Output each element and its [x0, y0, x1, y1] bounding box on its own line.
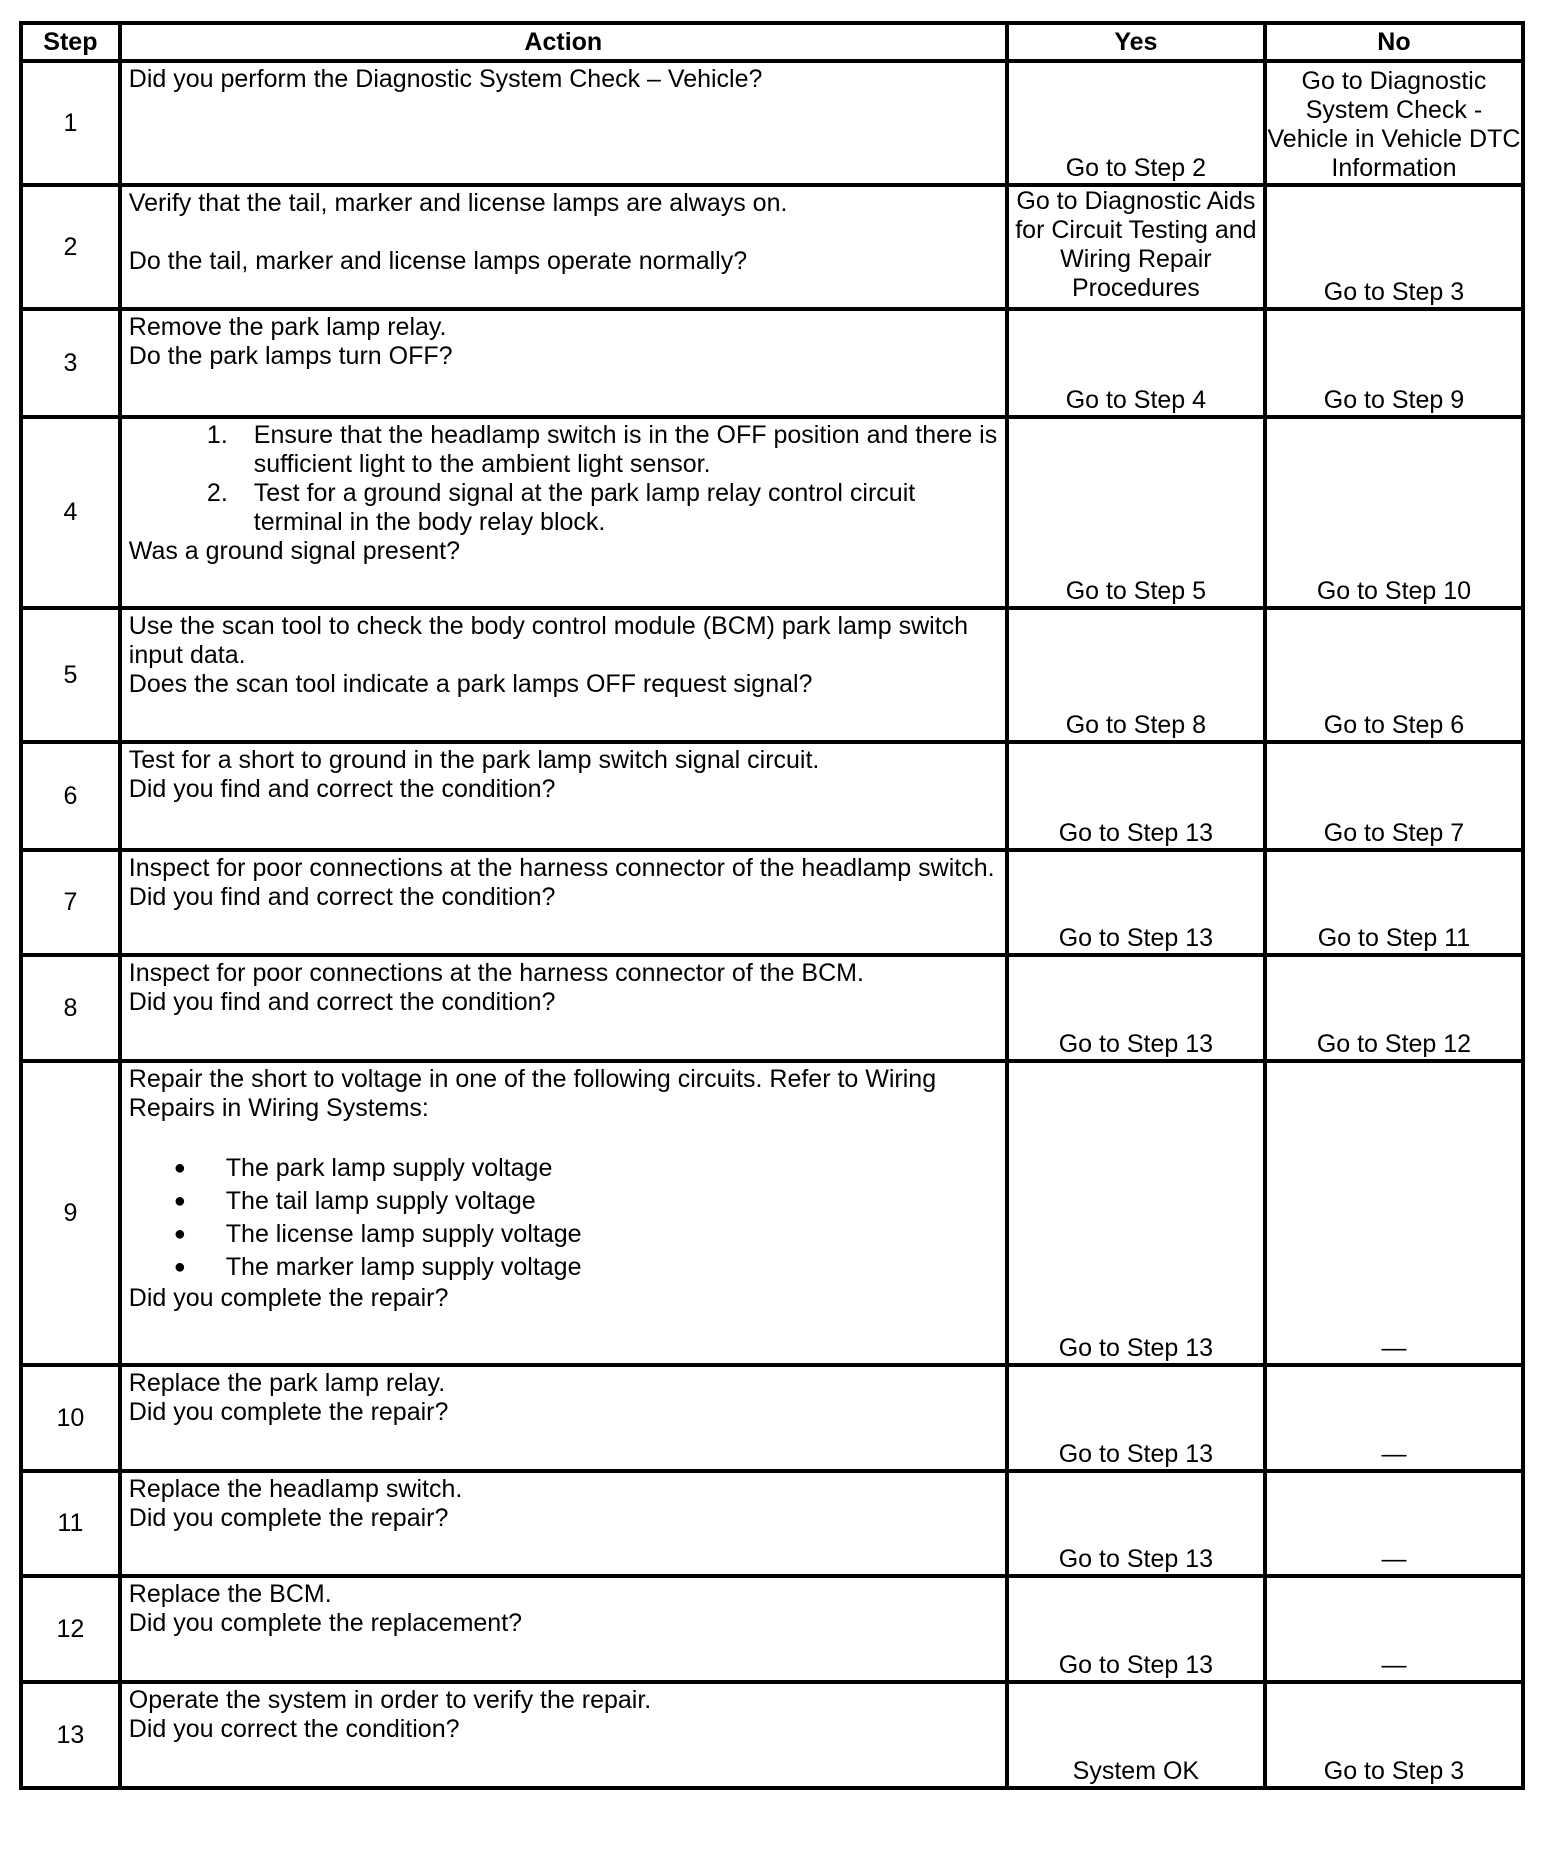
list-item [129, 1185, 999, 1218]
question-text: Did you find and correct the condition? [128, 988, 556, 1016]
table-row [21, 1576, 1523, 1682]
list-item-text: The marker lamp supply voltage [225, 1253, 582, 1281]
no-result: — [1265, 1576, 1523, 1682]
no-result: — [1265, 1365, 1523, 1471]
action-cell [120, 1471, 1007, 1576]
action-text: Replace the headlamp switch. [128, 1475, 463, 1503]
question-text: Did you find and correct the condition? [128, 883, 556, 911]
action-cell [120, 185, 1007, 309]
action-cell [120, 850, 1007, 955]
table-row [21, 1682, 1523, 1788]
table-row [21, 309, 1523, 417]
action-cell [120, 417, 1007, 608]
no-result: Go to Step 10 [1265, 417, 1523, 608]
yes-result: Go to Step 13 [1007, 850, 1265, 955]
step-number: 5 [21, 608, 120, 742]
header-row [21, 23, 1523, 61]
step-number: 11 [21, 1471, 120, 1576]
list-item-text: Test for a ground signal at the park lamp relay control circuit terminal in the body relay block. [253, 479, 916, 536]
bullet-icon: ● [173, 1223, 186, 1245]
yes-result: Go to Step 13 [1007, 1576, 1265, 1682]
action-text: Replace the park lamp relay. [128, 1369, 446, 1397]
question-text: Do the park lamps turn OFF? [128, 342, 453, 370]
action-cell [120, 1061, 1007, 1365]
table-row [21, 1365, 1523, 1471]
step-number: 2 [21, 185, 120, 309]
list-item [129, 1218, 999, 1251]
yes-result: System OK [1007, 1682, 1265, 1788]
header-yes: Yes [1007, 23, 1265, 61]
yes-result: Go to Step 13 [1007, 955, 1265, 1061]
table-row [21, 850, 1523, 955]
step-number: 1 [21, 61, 120, 185]
yes-result: Go to Step 5 [1007, 417, 1265, 608]
question-text: Did you complete the replacement? [128, 1609, 523, 1637]
action-cell [120, 608, 1007, 742]
list-item-text: The license lamp supply voltage [225, 1220, 582, 1248]
table-row [21, 955, 1523, 1061]
bullet-icon: ● [173, 1190, 186, 1212]
yes-result: Go to Step 4 [1007, 309, 1265, 417]
question-text: Do the tail, marker and license lamps operate normally? [128, 247, 748, 275]
action-cell [120, 955, 1007, 1061]
action-cell [120, 1576, 1007, 1682]
action-text: Operate the system in order to verify the repair. [128, 1686, 652, 1714]
list-item [129, 1152, 999, 1185]
no-result: Go to Step 12 [1265, 955, 1523, 1061]
list-item [129, 421, 999, 479]
yes-result: Go to Step 2 [1007, 61, 1265, 185]
step-number: 6 [21, 742, 120, 850]
question-text: Did you complete the repair? [128, 1504, 449, 1532]
numbered-list [129, 421, 999, 537]
list-item-text: The park lamp supply voltage [225, 1154, 553, 1182]
step-number: 9 [21, 1061, 120, 1365]
table-header [21, 23, 1523, 61]
step-number: 4 [21, 417, 120, 608]
header-step: Step [21, 23, 120, 61]
no-result: Go to Step 6 [1265, 608, 1523, 742]
question-text: Did you find and correct the condition? [128, 775, 556, 803]
no-result: — [1265, 1471, 1523, 1576]
action-cell [120, 309, 1007, 417]
table-row [21, 1471, 1523, 1576]
list-item-text: Ensure that the headlamp switch is in the OFF position and there is sufficient light to the ambient light sensor. [253, 421, 998, 478]
table-row [21, 185, 1523, 309]
no-result: Go to Diagnostic System Check - Vehicle in Vehicle DTC Information [1265, 61, 1523, 185]
table-row [21, 608, 1523, 742]
action-cell [120, 61, 1007, 185]
list-number: 1. [206, 421, 228, 449]
yes-result: Go to Diagnostic Aids for Circuit Testing and Wiring Repair Procedures [1007, 185, 1265, 309]
action-cell [120, 742, 1007, 850]
yes-result: Go to Step 8 [1007, 608, 1265, 742]
question-text: Did you complete the repair? [128, 1284, 449, 1312]
bullet-list [129, 1152, 999, 1284]
table-row [21, 742, 1523, 850]
no-result: Go to Step 3 [1265, 185, 1523, 309]
step-number: 12 [21, 1576, 120, 1682]
step-number: 10 [21, 1365, 120, 1471]
table-row [21, 1061, 1523, 1365]
action-cell [120, 1365, 1007, 1471]
no-result: Go to Step 3 [1265, 1682, 1523, 1788]
table-row [21, 61, 1523, 185]
bullet-icon: ● [173, 1256, 186, 1278]
yes-result: Go to Step 13 [1007, 1471, 1265, 1576]
yes-result: Go to Step 13 [1007, 742, 1265, 850]
question-text: Did you correct the condition? [128, 1715, 460, 1743]
step-number: 8 [21, 955, 120, 1061]
action-text: Did you perform the Diagnostic System Check – Vehicle? [128, 65, 763, 93]
table-body [21, 61, 1523, 1788]
action-text: Inspect for poor connections at the harness connector of the BCM. [128, 959, 864, 987]
action-cell [120, 1682, 1007, 1788]
action-text: Replace the BCM. [128, 1580, 332, 1608]
question-text: Does the scan tool indicate a park lamps OFF request signal? [128, 670, 813, 698]
list-item [129, 479, 999, 537]
bullet-icon: ● [173, 1157, 186, 1179]
list-item-text: The tail lamp supply voltage [225, 1187, 536, 1215]
yes-result: Go to Step 13 [1007, 1365, 1265, 1471]
list-item [129, 1251, 999, 1284]
action-text: Use the scan tool to check the body control module (BCM) park lamp switch input data. [128, 612, 969, 669]
header-no: No [1265, 23, 1523, 61]
no-result: Go to Step 11 [1265, 850, 1523, 955]
diagnostic-table [19, 21, 1525, 1790]
step-number: 3 [21, 309, 120, 417]
no-result: — [1265, 1061, 1523, 1365]
action-text: Remove the park lamp relay. [128, 313, 447, 341]
question-text: Was a ground signal present? [128, 537, 460, 565]
action-text: Test for a short to ground in the park lamp switch signal circuit. [128, 746, 820, 774]
no-result: Go to Step 9 [1265, 309, 1523, 417]
no-result: Go to Step 7 [1265, 742, 1523, 850]
table-row [21, 417, 1523, 608]
action-text: Repair the short to voltage in one of the following circuits. Refer to Wiring Repairs in Wiring Systems: [128, 1065, 937, 1122]
action-text: Inspect for poor connections at the harness connector of the headlamp switch. [128, 854, 995, 882]
yes-result: Go to Step 13 [1007, 1061, 1265, 1365]
step-number: 7 [21, 850, 120, 955]
question-text: Did you complete the repair? [128, 1398, 449, 1426]
step-number: 13 [21, 1682, 120, 1788]
list-number: 2. [206, 479, 228, 507]
header-action: Action [120, 23, 1007, 61]
action-text: Verify that the tail, marker and license lamps are always on. [128, 189, 788, 217]
